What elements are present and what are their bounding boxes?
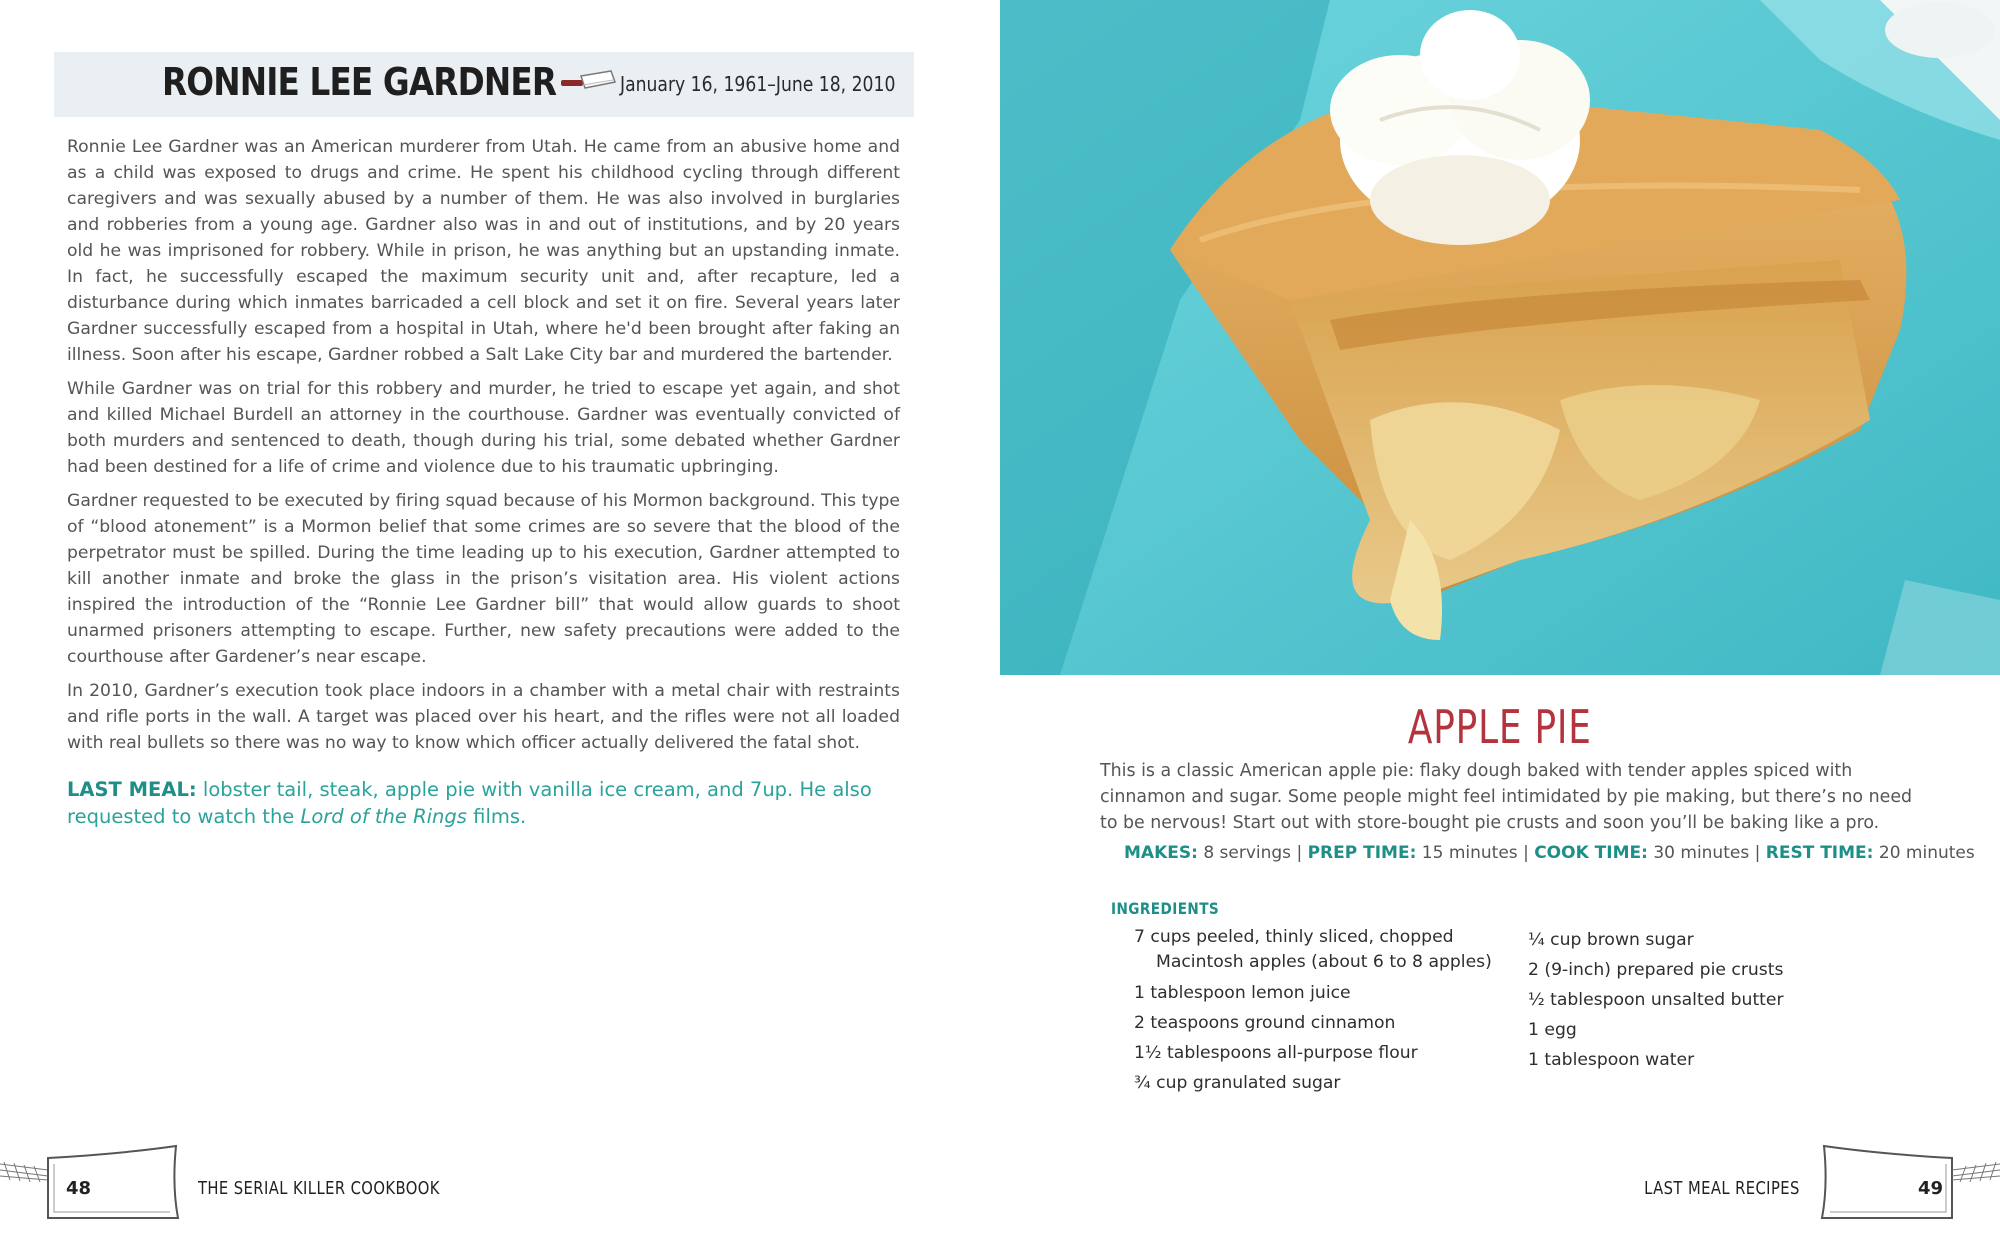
ingredient-item: 1 tablespoon water — [1528, 1050, 1695, 1070]
ingredient-item: 2 (9-inch) prepared pie crusts — [1528, 960, 1784, 980]
last-meal-text: lobster tail, steak, apple pie with vanilla ice cream, and 7up. He also requested to watch the — [67, 778, 872, 828]
apple-pie-photo — [1000, 0, 2000, 675]
last-meal-label: LAST MEAL: — [67, 778, 197, 801]
ingredients-title: INGREDIENTS — [1111, 899, 1220, 918]
ingredient-item: 1 tablespoon lemon juice — [1134, 983, 1351, 1003]
ingredient-item: ¼ cup brown sugar — [1528, 930, 1694, 950]
bio-dates: January 16, 1961–June 18, 2010 — [620, 72, 896, 96]
ingredients-list-right — [1528, 925, 1784, 1075]
ingredient-item: 2 teaspoons ground cinnamon — [1134, 1013, 1396, 1033]
meta-separator: | — [1296, 843, 1303, 863]
cook-value: 30 minutes — [1653, 843, 1750, 863]
bio-paragraph: Ronnie Lee Gardner was an American murderer from Utah. He came from an abusive home and as a child was exposed to drugs and crime. He spent his childhood cycling through different caregivers and was sexually abused by a number of them. He was also involved in burglaries and robberies from a young age. Gardner also was in and out of institutions, and by 20 years old he was imprisoned for robbery. While in prison, he was anything but an upstanding inmate. In fact, he successfully escaped the maximum security unit and, after recapture, led a disturbance during which inmates barricaded a cell block and set it on fire. Several years later Gardner successfully escaped from a hospital in Utah, where he'd been brought after faking an illness. Soon after his escape, Gardner robbed a Salt Lake City bar and murdered the bartender. — [67, 137, 900, 365]
last-meal-end: films. — [473, 805, 527, 828]
bio-header — [54, 52, 914, 117]
cleaver-icon — [1815, 1136, 2000, 1226]
right-footer — [1000, 1136, 2000, 1226]
bio-paragraph: Gardner requested to be executed by firing squad because of his Mormon background. This type of “blood atonement” is a Mormon belief that some crimes are so severe that the blood of the perpetrator must be spilled. During the time leading up to his execution, Gardner attempted to kill another inmate and broke the glass in the prison’s visitation area. His violent actions inspired the introduction of the “Ronnie Lee Gardner bill” that would allow guards to shoot unarmed prisoners attempting to escape. Further, new safety precautions were added to the courthouse after Gardener’s near escape. — [67, 491, 900, 667]
ingredient-item: 1½ tablespoons all-purpose flour — [1134, 1043, 1418, 1063]
makes-label: MAKES: — [1124, 843, 1198, 863]
footer-title: THE SERIAL KILLER COOKBOOK — [198, 1178, 440, 1199]
recipe-intro: This is a classic American apple pie: flaky dough baked with tender apples spiced with cinnamon and sugar. Some people might feel intimidated by pie making, but there’s no need to be nervous! Start out with store-bought pie crusts and soon you’ll be baking like a pro. — [1100, 761, 1913, 833]
prep-value: 15 minutes — [1421, 843, 1518, 863]
knife-icon — [559, 68, 617, 96]
ingredient-item: 1 egg — [1528, 1020, 1577, 1040]
page-number: 49 — [1918, 1178, 1944, 1199]
prep-label: PREP TIME: — [1307, 843, 1417, 863]
page-number: 48 — [66, 1178, 92, 1199]
left-footer — [0, 1136, 1000, 1226]
bio-paragraph: In 2010, Gardner’s execution took place indoors in a chamber with a metal chair with restraints and rifle ports in the wall. A target was placed over his heart, and the rifles were not all loaded with real bullets so there was no way to know which officer actually delivered the fatal shot. — [67, 681, 900, 753]
footer-title: LAST MEAL RECIPES — [1644, 1178, 1800, 1199]
bio-name: RONNIE LEE GARDNER — [162, 60, 557, 104]
ingredients-list-left — [1134, 925, 1492, 1098]
ingredient-item: ½ tablespoon unsalted butter — [1528, 990, 1784, 1010]
ingredient-item: ¾ cup granulated sugar — [1134, 1073, 1341, 1093]
meta-separator: | — [1523, 843, 1529, 863]
cleaver-icon — [0, 1136, 185, 1226]
meta-separator: | — [1754, 843, 1761, 863]
recipe-title: APPLE PIE — [1408, 700, 1592, 754]
bio-paragraph: While Gardner was on trial for this robbery and murder, he tried to escape yet again, and shot and killed Michael Burdell an attorney in the courthouse. Gardner was eventually convicted of both murders and sentenced to death, though during his trial, some debated whether Gardner had been destined for a life of crime and violence due to his traumatic upbringing. — [67, 379, 900, 477]
last-meal — [67, 776, 900, 830]
recipe-meta — [1124, 843, 1975, 863]
makes-value: 8 servings — [1203, 843, 1292, 863]
ingredient-item: 7 cups peeled, thinly sliced, chopped Macintosh apples (about 6 to 8 apples) — [1134, 927, 1492, 972]
right-page — [1000, 0, 2000, 1234]
rest-value: 20 minutes — [1878, 843, 1975, 863]
cook-label: COOK TIME: — [1534, 843, 1648, 863]
bio-text — [67, 134, 900, 838]
rest-label: REST TIME: — [1765, 843, 1874, 863]
last-meal-italic: Lord of the Rings — [300, 805, 467, 828]
